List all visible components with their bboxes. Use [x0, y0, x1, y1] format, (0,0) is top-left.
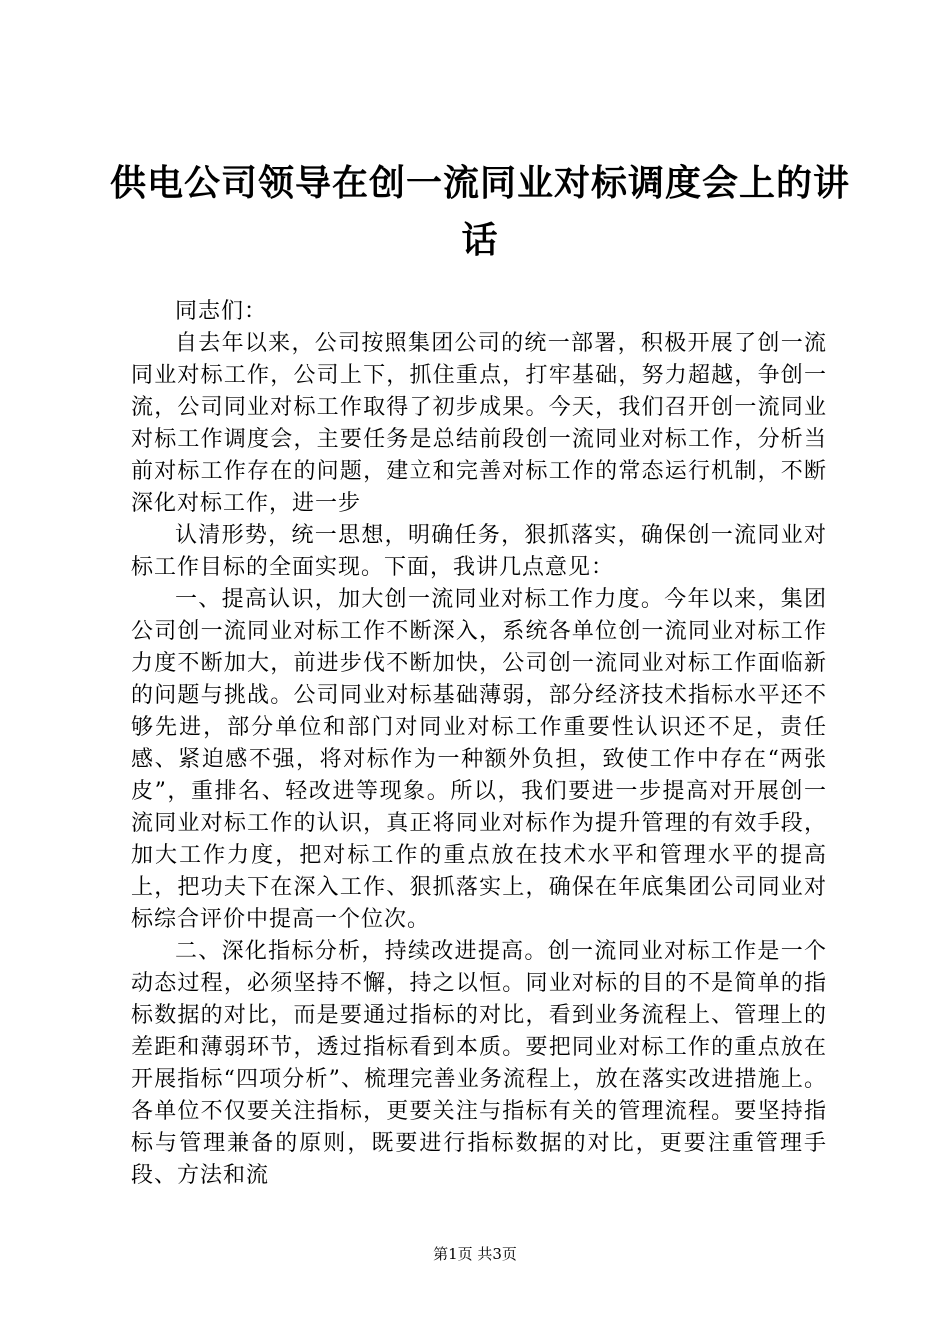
- document-title: 供电公司领导在创一流同业对标调度会上的讲话: [109, 163, 850, 261]
- document-body: [131, 296, 827, 1192]
- paragraph-section-two: 二、深化指标分析，持续改进提高。创一流同业对标工作是一个动态过程，必须坚持不懈，持之以恒。同业对标的目的不是简单的指标数据的对比，而是要通过指标的对比，看到业务流程上、管理上的差距和薄弱环节，透过指标看到本质。要把同业对标工作的重点放在开展指标“四项分析”、梳理完善业务流程上，放在落实改进措施上。各单位不仅要关注指标，更要关注与指标有关的管理流程。要坚持指标与管理兼备的原则，既要进行指标数据的对比，更要注重管理手段、方法和流: [131, 939, 827, 1188]
- paragraph-section-one: 一、提高认识，加大创一流同业对标工作力度。今年以来，集团公司创一流同业对标工作不断深入，系统各单位创一流同业对标工作力度不断加大，前进步伐不断加快，公司创一流同业对标工作面临新的问题与挑战。公司同业对标基础薄弱，部分经济技术指标水平还不够先进，部分单位和部门对同业对标工作重要性认识还不足，责任感、紧迫感不强，将对标作为一种额外负担，致使工作中存在“两张皮”，重排名、轻改进等现象。所以，我们要进一步提高对开展创一流同业对标工作的认识，真正将同业对标作为提升管理的有效手段，加大工作力度，把对标工作的重点放在技术水平和管理水平的提高上，把功夫下在深入工作、狠抓落实上，确保在年底集团公司同业对标综合评价中提高一个位次。: [131, 587, 827, 932]
- paragraph-intro-continued: 认清形势，统一思想，明确任务，狠抓落实，确保创一流同业对标工作目标的全面实现。下面，我讲几点意见：: [131, 523, 827, 580]
- page-footer: 第1页 共3页: [433, 1245, 517, 1263]
- salutation: 同志们：: [175, 299, 268, 324]
- paragraph-intro: 自去年以来，公司按照集团公司的统一部署，积极开展了创一流同业对标工作，公司上下，抓住重点，打牢基础，努力超越，争创一流，公司同业对标工作取得了初步成果。今天，我们召开创一流同业对标工作调度会，主要任务是总结前段创一流同业对标工作，分析当前对标工作存在的问题，建立和完善对标工作的常态运行机制，不断深化对标工作，进一步: [131, 331, 827, 516]
